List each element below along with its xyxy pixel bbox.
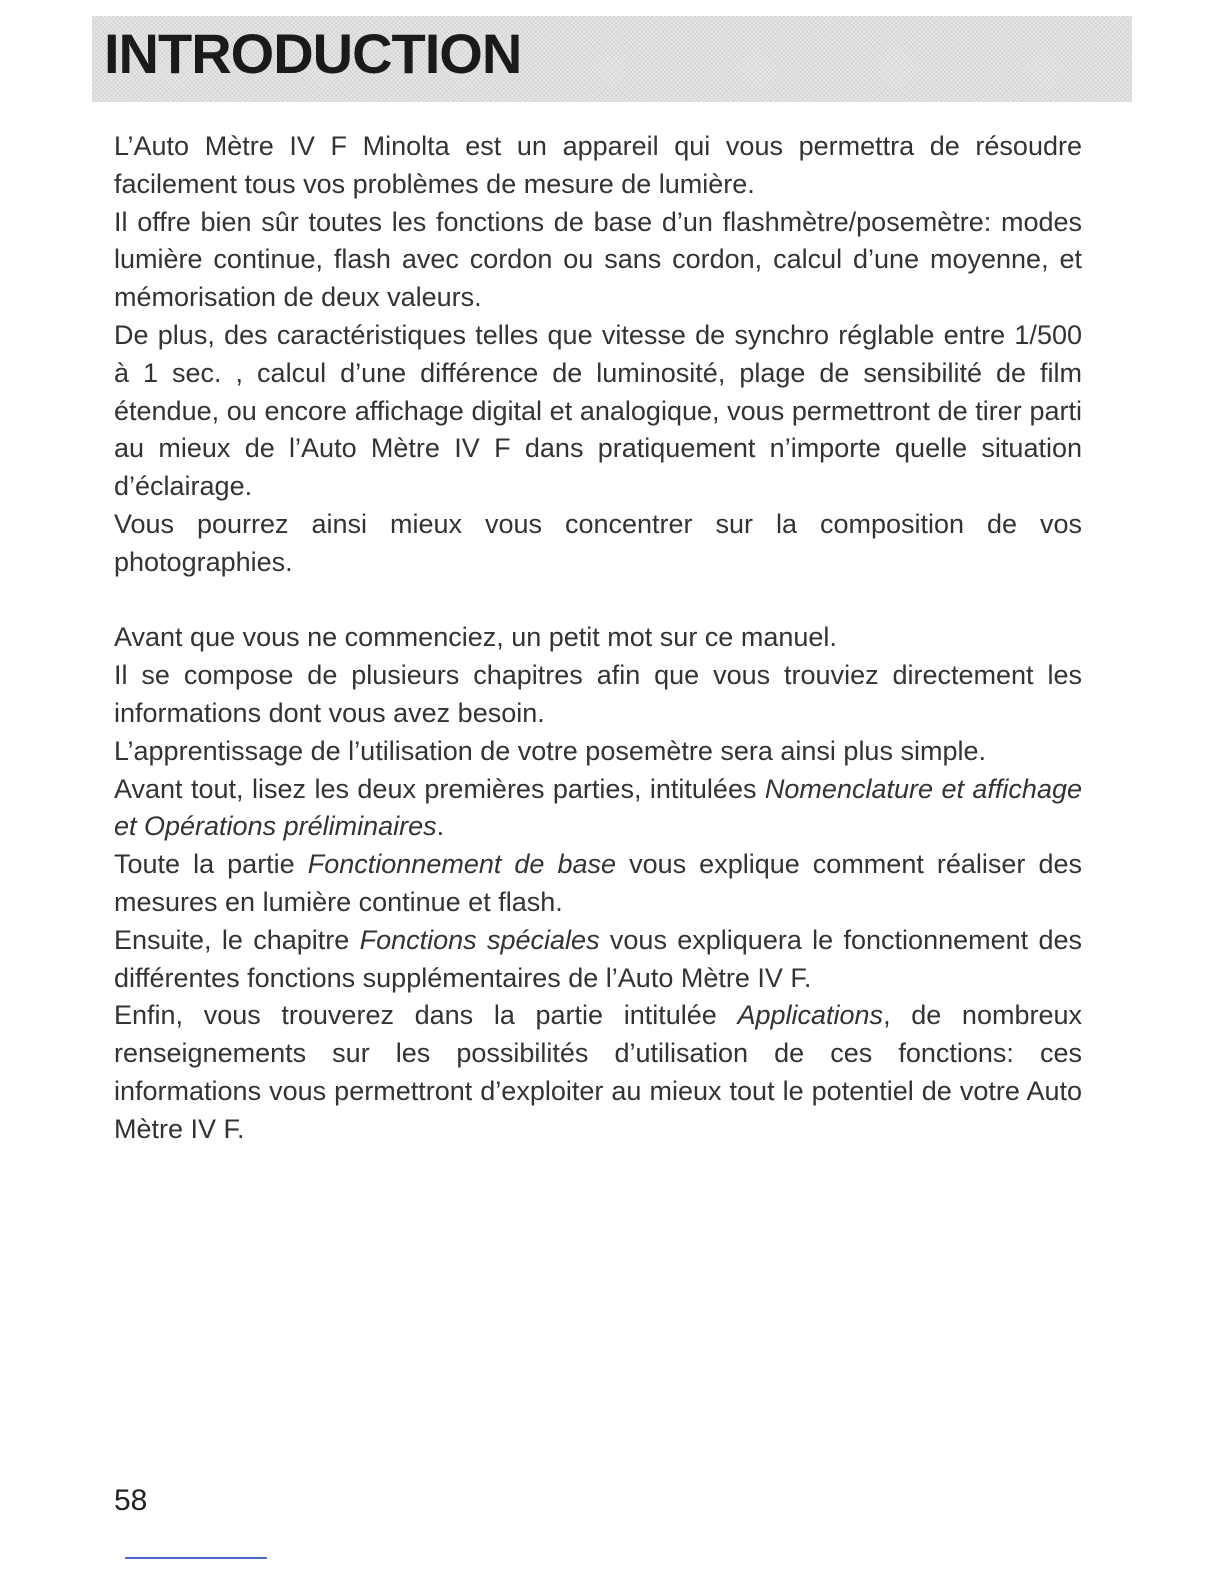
paragraph: L’apprentissage de l’utilisation de votre posemètre sera ainsi plus simple. — [114, 735, 986, 766]
paragraph — [114, 997, 1082, 1148]
chapter-reference: Nomenclature et affichage et Opérations préliminaires — [114, 773, 1082, 842]
page-number: 58 — [114, 1484, 148, 1517]
intro-text — [114, 128, 1082, 1149]
paragraph: Il se compose de plusieurs chapitres afin que vous trouviez directement les informations dont vous avez besoin. — [114, 660, 1082, 728]
paragraph: Il offre bien sûr toutes les fonctions de base d’un flashmètre/posemètre: modes lumière continue, flash avec cordon ou sans cordon, calcul d’une moyenne, et mémorisation de deux valeurs. — [114, 206, 1082, 313]
footer-rule — [125, 1557, 267, 1559]
text-run: . — [436, 811, 445, 842]
paragraph: Vous pourrez ainsi mieux vous concentrer sur la composition de vos photographies. — [114, 508, 1082, 577]
paragraph-gap — [114, 582, 1082, 620]
paragraph: Avant que vous ne commenciez, un petit mot sur ce manuel. — [114, 622, 837, 653]
paragraph — [114, 771, 1082, 847]
text-run: Ensuite, le chapitre — [114, 924, 360, 955]
paragraph — [114, 922, 1082, 998]
chapter-reference: Fonctions spéciales — [359, 924, 600, 955]
text-run: vous expliquera le fonctionnement des différentes fonctions supplémentaires de l’Auto Mètre IV F. — [114, 924, 1083, 993]
text-run: Avant tout, lisez les deux premières parties, intitulées — [114, 773, 765, 804]
chapter-reference: Applications — [737, 1000, 884, 1031]
chapter-reference: Fonctionnement de base — [307, 849, 617, 880]
text-run: Enfin, vous trouverez dans la partie intitulée — [114, 1000, 738, 1031]
paragraph — [114, 846, 1082, 922]
text-run: Toute la partie — [114, 849, 308, 880]
page-title: INTRODUCTION — [104, 22, 522, 85]
paragraph: De plus, des caractéristiques telles que vitesse de synchro réglable entre 1/500 à 1 sec. , calcul d’une différence de luminosité, plage de sensibilité de film étendue, ou encore affichage digital et analogique, vous permettront de tirer parti au mieux de l’Auto Mètre IV F dans pratiquement n’importe quelle situation d’éclairage. — [114, 319, 1082, 502]
paragraph: L’Auto Mètre IV F Minolta est un appareil qui vous permettra de résoudre facilement tous vos problèmes de mesure de lumière. — [114, 131, 1082, 199]
text-run: , de nombreux renseignements sur les possibilités d’utilisation de ces fonctions: ces informations vous permettront d’exploiter au mieux tout le potentiel de votre Auto Mètre IV F. — [114, 1000, 1082, 1144]
text-run: vous explique comment réaliser des mesures en lumière continue et flash. — [114, 849, 1082, 917]
